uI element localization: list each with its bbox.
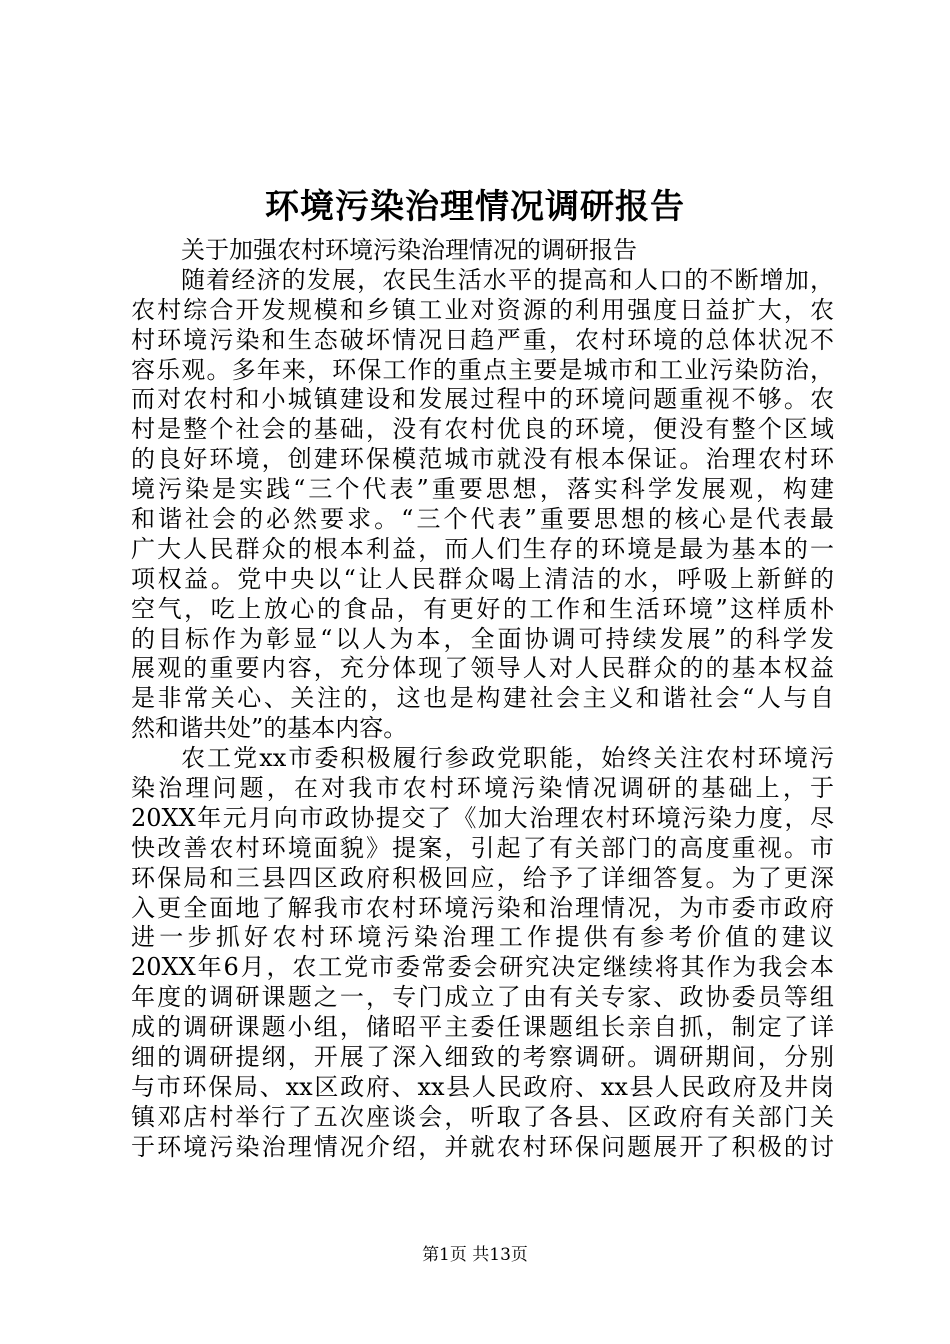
text-line: 环保局和三县四区政府积极回应，给予了详细答复。为了更深 — [131, 863, 834, 892]
text-line: 项权益。党中央以“让人民群众喝上清洁的水，呼吸上新鲜的 — [131, 564, 834, 593]
text-line: 20XX年6月，农工党市委常委会研究决定继续将其作为我会本 — [131, 953, 834, 982]
text-line: 20XX年元月向市政协提交了《加大治理农村环境污染力度，尽 — [131, 803, 834, 832]
text-line: 是非常关心、关注的，这也是构建社会主义和谐社会“人与自 — [131, 684, 834, 713]
document-body — [131, 236, 834, 1163]
text-line: 快改善农村环境面貌》提案，引起了有关部门的高度重视。市 — [131, 833, 834, 862]
text-line: 和谐社会的必然要求。“三个代表”重要思想的核心是代表最 — [131, 505, 834, 534]
text-line: 农村综合开发规模和乡镇工业对资源的利用强度日益扩大，农 — [131, 295, 834, 324]
page-footer: 第1页 共13页 — [422, 1245, 528, 1265]
text-line: 年度的调研课题之一，专门成立了由有关专家、政协委员等组 — [131, 983, 834, 1012]
text-line: 然和谐共处”的基本内容。 — [131, 714, 408, 743]
text-line: 而对农村和小城镇建设和发展过程中的环境问题重视不够。农 — [131, 385, 834, 414]
text-line: 农工党xx市委积极履行参政党职能，始终关注农村环境污 — [181, 744, 834, 773]
text-line: 空气，吃上放心的食品，有更好的工作和生活环境”这样质朴 — [131, 594, 834, 623]
document-title: 环境污染治理情况调研报告 — [265, 187, 685, 227]
text-line: 与市环保局、xx区政府、xx县人民政府、xx县人民政府及井岗 — [131, 1072, 834, 1101]
text-line: 细的调研提纲，开展了深入细致的考察调研。调研期间，分别 — [131, 1043, 834, 1072]
text-line: 展观的重要内容，充分体现了领导人对人民群众的的基本权益 — [131, 654, 834, 683]
text-line: 境污染是实践“三个代表”重要思想，落实科学发展观，构建 — [131, 475, 834, 504]
text-line: 村是整个社会的基础，没有农村优良的环境，便没有整个区域 — [131, 415, 834, 444]
text-line: 的良好环境，创建环保模范城市就没有根本保证。治理农村环 — [131, 445, 834, 474]
text-line: 关于加强农村环境污染治理情况的调研报告 — [181, 236, 637, 264]
text-line: 的目标作为彰显“以人为本，全面协调可持续发展”的科学发 — [131, 624, 834, 653]
text-line: 村环境污染和生态破坏情况日趋严重，农村环境的总体状况不 — [131, 325, 834, 354]
text-line: 于环境污染治理情况介绍，并就农村环保问题展开了积极的讨 — [131, 1132, 834, 1161]
text-line: 镇邓店村举行了五次座谈会，听取了各县、区政府有关部门关 — [131, 1102, 834, 1131]
text-line: 随着经济的发展，农民生活水平的提高和人口的不断增加， — [181, 265, 834, 294]
text-line: 成的调研课题小组，储昭平主委任课题组长亲自抓，制定了详 — [131, 1013, 834, 1042]
text-line: 进一步抓好农村环境污染治理工作提供有参考价值的建议 — [131, 923, 834, 952]
text-line: 容乐观。多年来，环保工作的重点主要是城市和工业污染防治， — [131, 355, 834, 384]
text-line: 广大人民群众的根本利益，而人们生存的环境是最为基本的一 — [131, 534, 834, 563]
text-line: 染治理问题，在对我市农村环境污染情况调研的基础上，于 — [131, 774, 834, 803]
text-line: 入更全面地了解我市农村环境污染和治理情况，为市委市政府 — [131, 893, 834, 922]
